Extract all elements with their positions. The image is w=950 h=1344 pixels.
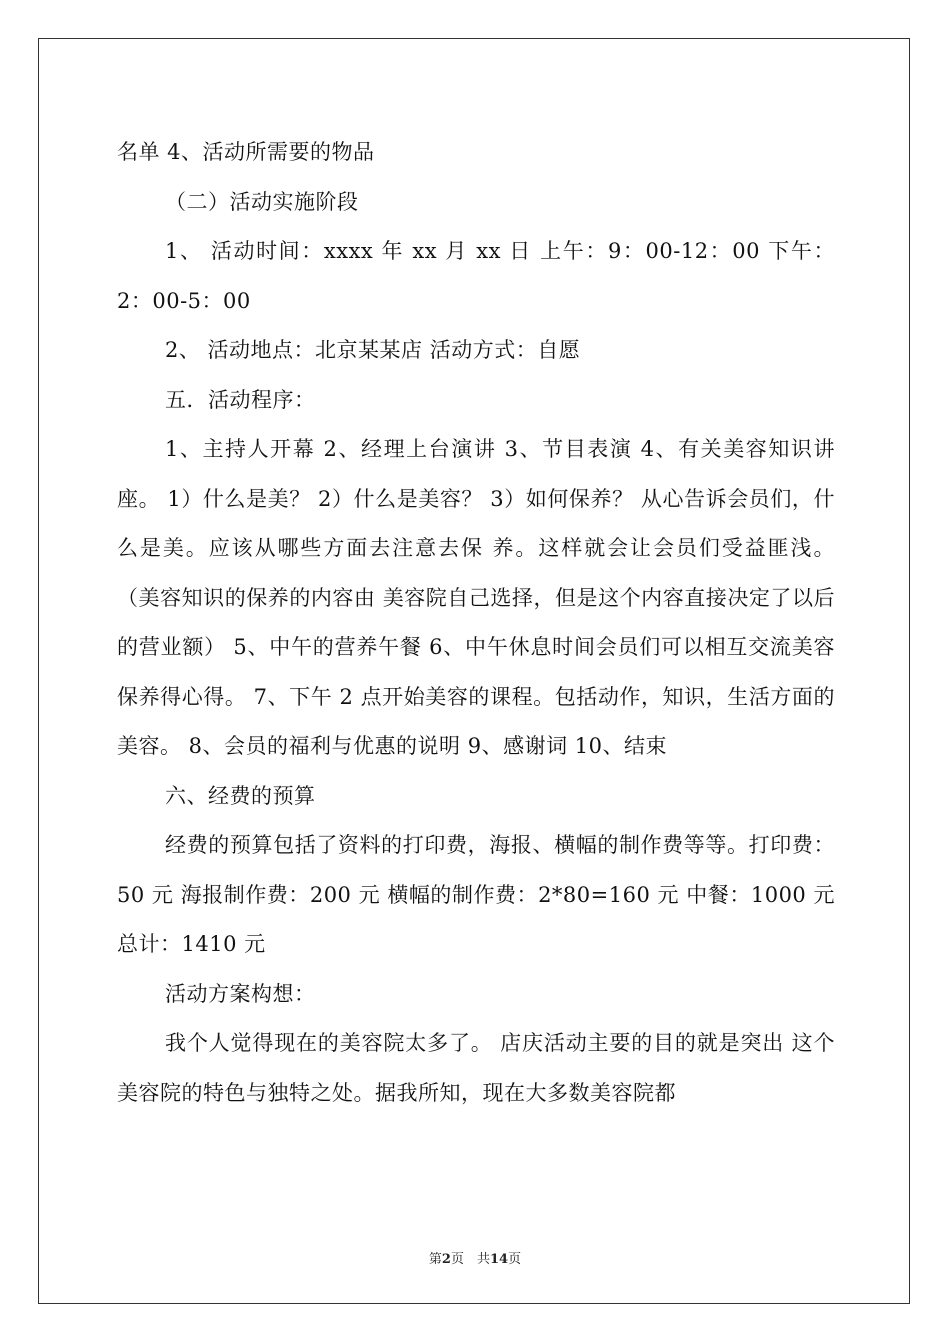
paragraph-5: 五．活动程序： xyxy=(165,387,316,412)
footer-middle: 页 共 xyxy=(450,1252,490,1267)
paragraph-1: 名单 4、活动所需要的物品 xyxy=(117,140,375,164)
total-page-count: 14 xyxy=(489,1252,509,1267)
paragraph-3: 1、 活动时间：xxxx 年 xx 月 xx 日 上午：9：00-12：00 下午：2：00-5：00 xyxy=(117,239,835,313)
document-body xyxy=(117,128,835,1118)
footer-prefix: 第 xyxy=(428,1252,442,1267)
paragraph-10: 我个人觉得现在的美容院太多了。 店庆活动主要的目的就是突出 这个美容院的特色与独特之处。据我所知，现在大多数美容院都 xyxy=(117,1031,835,1105)
paragraph-4: 2、 活动地点：北京某某店 活动方式：自愿 xyxy=(165,338,581,362)
paragraph-7: 六、经费的预算 xyxy=(165,783,316,808)
page-footer xyxy=(0,1248,950,1267)
paragraph-2: （二）活动实施阶段 xyxy=(165,189,359,214)
current-page-number: 2 xyxy=(441,1252,451,1267)
paragraph-9: 活动方案构想： xyxy=(165,981,316,1006)
paragraph-6: 1、主持人开幕 2、经理上台演讲 3、节目表演 4、有关美容知识讲座。 1）什么是美？ 2）什么是美容？ 3）如何保养？ 从心告诉会员们，什么是美。应该从哪些方面去注意去保 养。这样就会让会员们受益匪浅。 （美容知识的保养的内容由 美容院自己选择，但是这个内容直接决定了以后的营业额） 5、中午的营养午餐 6、中午休息时间会员们可以相互交流美容保养得心得。 7、下午 2 点开始美容的课程。包括动作，知识，生活方面的 美容。 8、会员的福利与优惠的说明 9、感谢词 10、结束 xyxy=(117,437,835,758)
paragraph-8: 经费的预算包括了资料的打印费，海报、横幅的制作费等等。打印费：50 元 海报制作费：200 元 横幅的制作费：2*80=160 元 中餐：1000 元 总计：1410 元 xyxy=(117,833,835,956)
footer-suffix: 页 xyxy=(508,1252,522,1267)
